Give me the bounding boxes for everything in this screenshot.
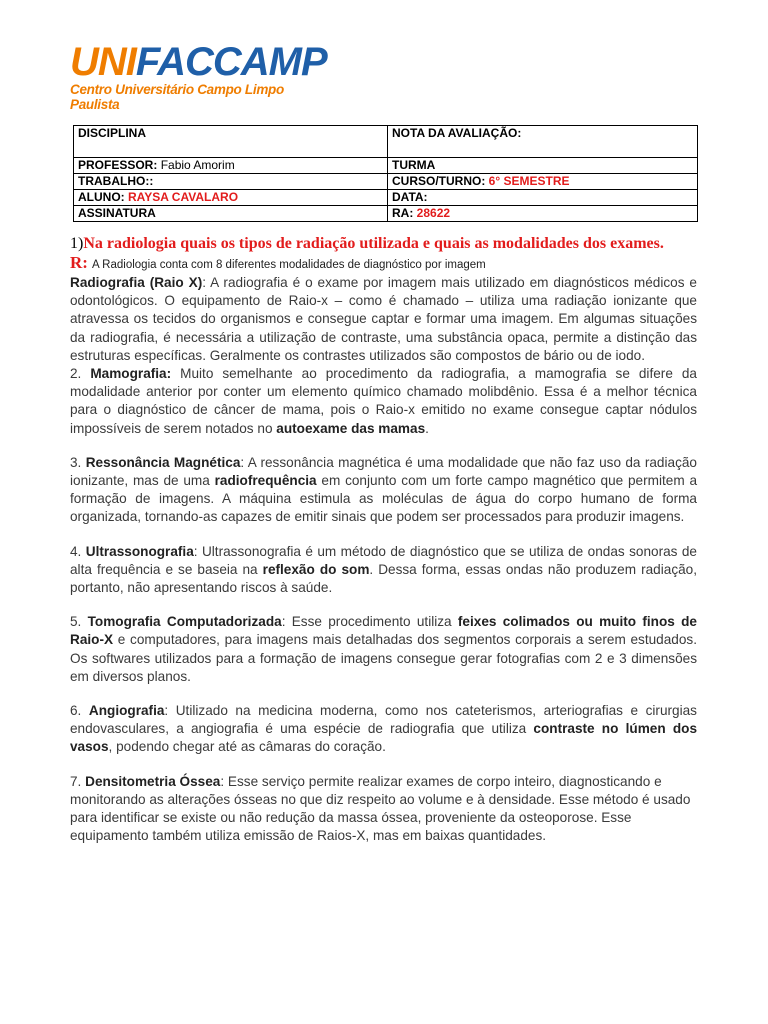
section-title: Ultrassonografia (85, 543, 194, 559)
answer-intro-line (70, 254, 697, 274)
aluno-value: RAYSA CAVALARO (128, 190, 239, 204)
spacer (70, 686, 697, 702)
document-body (70, 234, 697, 845)
section-prefix: 5. (70, 614, 88, 630)
section-title: Densitometria Óssea (85, 773, 221, 789)
spacer (70, 438, 697, 454)
question-number: 1) (70, 235, 84, 252)
spacer (70, 757, 697, 773)
turma-cell: TURMA (388, 158, 698, 174)
section-title: Angiografia (88, 703, 165, 719)
curso-label: CURSO/TURNO: (392, 174, 486, 188)
disciplina-cell: DISCIPLINA (74, 126, 388, 158)
section-end: . (425, 420, 429, 436)
unifaccamp-logo (70, 40, 330, 112)
section-bold: autoexame das mamas (276, 420, 426, 436)
section-ressonancia (70, 454, 697, 527)
logo-subtitle: Centro Universitário Campo Limpo Paulista (70, 82, 284, 112)
ra-label: RA: (392, 206, 414, 220)
section-title: Radiografia (Raio X) (70, 275, 203, 290)
section-text: Muito semelhante ao procedimento da radiografia, a mamografia se difere da modalidade anterior por conter um elemento químico chamado molibdênio. Essa é a melhor técnica para o diagnóstico de câncer de mama, pois o Raio-x emitido no exame consegue captar nódulos impossíveis de serem notados no (70, 366, 697, 436)
assinatura-cell: ASSINATURA (74, 206, 388, 222)
professor-cell (74, 158, 388, 174)
section-text: , podendo chegar até as câmaras do coração. (108, 739, 386, 755)
section-prefix: 2. (70, 366, 91, 382)
table-row (74, 174, 698, 190)
nota-cell: NOTA DA AVALIAÇÃO: (388, 126, 698, 158)
section-text: : A radiografia é o exame por imagem mais utilizado em diagnósticos médicos e odontológicos. O equipamento de Raio-x – como é chamado – utiliza uma radiação ionizante que atravessa os tecidos do organismos e consegue captar e formar uma imagem. Em algumas situações da radiografia, é necessária a utilização de contraste, uma substância opaca, permite a distinção das estruturas específicas. Geralmente os contrastes utilizados são compostos de bário ou de iodo. (70, 275, 697, 363)
section-mamografia (70, 365, 697, 438)
section-title: Ressonância Magnética (85, 454, 241, 470)
section-tomografia (70, 613, 697, 686)
answer-intro: A Radiologia conta com 8 diferentes modalidades de diagnóstico por imagem (91, 259, 486, 271)
section-text: : Utilizado na medicina moderna, como nos cateterismos, arteriografias e cirurgias endovasculares, a angiografia é uma espécie de radiografia que utiliza (70, 703, 697, 737)
section-angiografia (70, 702, 697, 757)
section-text: : Esse serviço permite realizar exames de corpo inteiro, diagnosticando e monitorando as alterações ósseas no que diz respeito ao volume e à densidade. Esse método é usado para identificar se existe ou não redução da massa óssea, proveniente da osteoporose. Esse equipamento também utiliza emissão de Raios-X, mas em baixas quantidades. (70, 773, 691, 844)
table-row (74, 126, 698, 158)
spacer (70, 527, 697, 543)
section-title: Mamografia: (90, 366, 172, 382)
info-table (73, 125, 698, 222)
section-prefix: 4. (70, 543, 86, 559)
ra-cell (388, 206, 698, 222)
table-row (74, 206, 698, 222)
section-bold: radiofrequência (214, 473, 317, 489)
professor-value: Fabio Amorim (160, 158, 235, 172)
section-bold: feixes colimados ou muito finos de Raio-X (70, 614, 697, 648)
section-text: e computadores, para imagens mais detalhadas dos segmentos corporais a serem estudados. Os softwares utilizados para a formação de imagens consegue gerar fotografias com 2 e 3 dimensões em diversos planos. (70, 632, 697, 684)
section-bold: contraste no lúmen dos vasos (70, 721, 698, 755)
professor-label: PROFESSOR: (78, 158, 158, 172)
answer-label: R: (70, 253, 88, 272)
section-ultrassonografia (70, 543, 697, 598)
trabalho-cell: TRABALHO:: (74, 174, 388, 190)
table-row (74, 158, 698, 174)
logo-faccamp: FACCAMP (135, 40, 327, 84)
section-prefix: 3. (70, 454, 86, 470)
section-radiografia (70, 274, 697, 365)
section-text: : A ressonância magnética é uma modalidade que não faz uso da radiação ionizante, mas de uma (70, 454, 697, 489)
section-prefix: 7. (70, 773, 86, 789)
logo-wordmark (70, 42, 330, 82)
table-row (74, 190, 698, 206)
section-bold: reflexão do som (262, 561, 370, 577)
section-text: em conjunto com um forte campo magnético que permitem a formação de imagens. A máquina estimula as moléculas de água do corpo humano de forma organizada, tornando-as capazes de emitir sinais que podem ser processados para produzir imagens. (70, 473, 698, 525)
ra-value: 28622 (416, 206, 451, 220)
aluno-label: ALUNO: (78, 190, 125, 204)
section-text: : Esse procedimento utiliza (281, 614, 458, 630)
section-text: : Ultrassonografia é um método de diagnóstico que se utiliza de ondas sonoras de alta frequência e se baseia na (70, 543, 697, 577)
section-prefix: 6. (70, 703, 89, 719)
curso-value: 6° SEMESTRE (488, 174, 570, 188)
section-densitometria (70, 773, 697, 846)
data-cell: DATA: (388, 190, 698, 206)
section-text: . Dessa forma, essas ondas não produzem radiação, portanto, não apresentando riscos à saúde. (70, 561, 698, 596)
logo-uni: UNI (70, 40, 136, 84)
section-title: Tomografia Computadorizada (87, 614, 282, 630)
aluno-cell (74, 190, 388, 206)
question-text: Na radiologia quais os tipos de radiação utilizada e quais as modalidades dos exames. (83, 235, 664, 252)
spacer (70, 597, 697, 613)
curso-cell (388, 174, 698, 190)
question-heading (70, 234, 697, 254)
